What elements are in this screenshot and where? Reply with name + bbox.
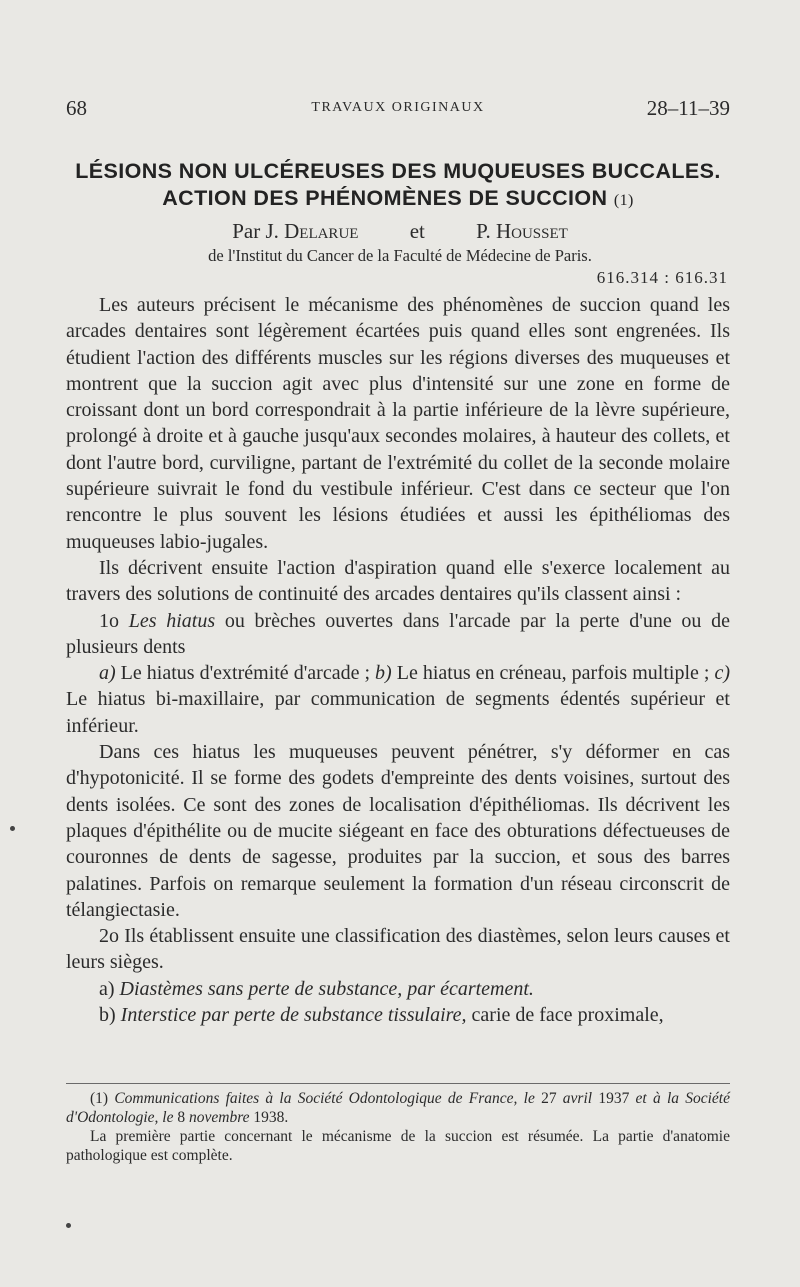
label-7a: a) [99, 977, 120, 1000]
footnote-1-date-2: 8 [173, 1109, 189, 1126]
paragraph-2: Ils décrivent ensuite l'action d'aspiration quand elle s'exerce localement au travers des solutions de continuité des arcades dentaires qu'ils classent ainsi : [66, 556, 730, 606]
item-1-text: ou brèches ouvertes dans l'arcade par la perte d'une ou de plusieurs dents [66, 609, 730, 658]
footnote-1-year-2: 1938. [249, 1109, 289, 1126]
running-title: TRAVAUX ORIGINAUX [311, 100, 485, 115]
byline [0, 219, 800, 244]
page-header [66, 96, 730, 126]
paragraph-5: Dans ces hiatus les muqueuses peuvent pénétrer, s'y déformer en cas d'hypotonicité. Il se forme des godets d'empreinte des dents voisines, surtout des dents isolées. Ce sont des zones de localisation d'épithéliomas. Ils décrivent les plaques d'épithélite ou de mucite siégeant en face des obturations défectueuses de couronnes de dents de sagesse, produites par la succion, et sous des barres palatines. Parfois on remarque seulement la formation d'un réseau circonscrit de télangiectasie. [66, 741, 730, 921]
label-c: c) [714, 662, 730, 685]
footnote-2: La première partie concernant le mécanisme de la succion est résumée. La partie d'anatomie pathologique est complète. [66, 1128, 730, 1164]
footnote-1 [66, 1089, 730, 1127]
paragraph-7 [66, 976, 730, 1002]
title-footnote-mark: (1) [613, 192, 634, 209]
footnote-1-month-1: avril [562, 1090, 593, 1107]
bottom-speck [66, 1223, 71, 1228]
margin-speck [10, 826, 15, 831]
item-7a-text: Diastèmes sans perte de substance, par écartement. [119, 977, 534, 1000]
paragraph-4 [66, 660, 730, 739]
item-2-text: Ils établissent ensuite une classification des diastèmes, selon leurs causes et leurs sièges. [66, 925, 730, 974]
header-date: 28–11–39 [646, 96, 730, 120]
footnote-rule [66, 1083, 730, 1084]
footnote-1-month-2: novembre [189, 1109, 250, 1126]
item-8b-heading: Interstice par perte de substance tissulaire, [120, 1004, 467, 1027]
footnote-1-year-1: 1937 [592, 1090, 636, 1107]
footnote-1-part-1: Communications faites à la Société Odontologique de France, le [114, 1090, 535, 1107]
item-number-2: 2o [99, 925, 119, 948]
item-8b-text: carie de face proximale, [466, 1004, 664, 1027]
footnotes [66, 1089, 730, 1165]
title-line-2 [60, 185, 736, 214]
title-line-2-text: ACTION DES PHÉNOMÈNES DE SUCCION [162, 186, 608, 210]
label-8b: b) [99, 1004, 121, 1027]
author-2: P. Housset [476, 219, 568, 243]
title-line-1: LÉSIONS NON ULCÉREUSES DES MUQUEUSES BUCCALES. [75, 159, 721, 183]
affiliation: de l'Institut du Cancer de la Faculté de Médecine de Paris. [208, 246, 592, 265]
paragraph-1: Les auteurs précisent le mécanisme des phénomènes de succion quand les arcades dentaires sont légèrement écartées puis quand elles sont engrenées. Ils étudient l'action des différents muscles sur les régions diverses des muqueuses et montrent que la succion agit avec plus d'intensité sur une zone en forme de croissant dont un bord correspondrait à la partie inférieure de la lèvre supérieure, prolongé à droite et à gauche jusqu'aux secondes molaires, à hauteur des collets, et dont l'autre bord, curviligne, partant de l'extrémité du collet de la seconde molaire supérieure suivrait le fond du vestibule inférieur. C'est dans ce secteur que l'on rencontre le plus souvent les lésions étudiées et aussi les épithéliomas des muqueuses labio-jugales. [66, 294, 730, 553]
item-number-1: 1o [99, 609, 119, 632]
byline-par: Par [232, 219, 261, 243]
paragraph-3 [66, 608, 730, 661]
author-1: J. Delarue [265, 219, 359, 243]
byline-et: et [409, 219, 425, 243]
label-a: a) [99, 662, 116, 685]
classification-code: 616.314 : 616.31 [596, 268, 728, 287]
footnote-1-mark: (1) [90, 1090, 115, 1107]
text-a: Le hiatus d'extrémité d'arcade ; [115, 662, 376, 685]
text-b: Le hiatus en créneau, parfois multiple ; [391, 662, 715, 685]
text-c: Le hiatus bi-maxillaire, par communication de segments édentés supérieur et inférieur. [66, 688, 730, 737]
paragraph-8 [66, 1002, 730, 1028]
footnote-1-part-2: et à la Société d'Odontologie, le [66, 1090, 730, 1126]
article-title [60, 158, 736, 214]
footnote-1-date-1: 27 [534, 1090, 563, 1107]
item-1-heading: Les hiatus [128, 609, 216, 632]
article-body [66, 292, 730, 1028]
label-b: b) [375, 662, 392, 685]
page-number: 68 [66, 96, 87, 120]
paragraph-6 [66, 923, 730, 976]
